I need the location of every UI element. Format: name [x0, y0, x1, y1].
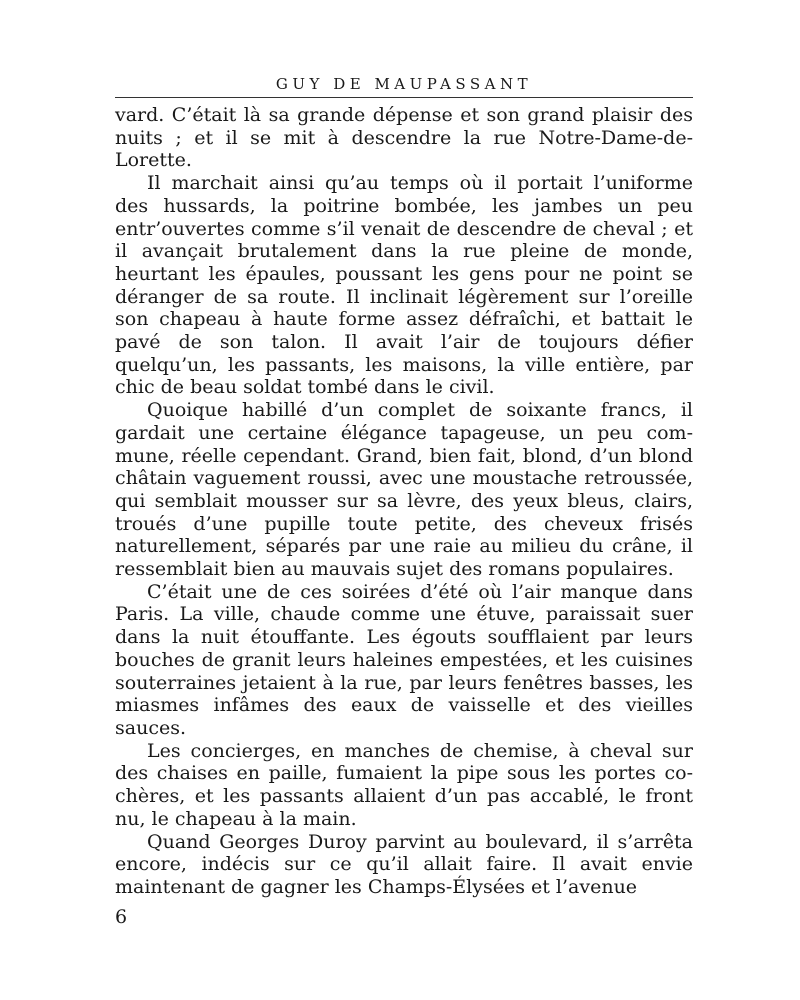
paragraph: Les concierges, en manches de chemise, à cheval sur des chaises en paille, fumaient la pipe sous les portes cochères, et les passants allaient d’un pas accablé, le front nu, le chapeau à la main.: [115, 739, 693, 830]
paragraph: Quoique habillé d’un complet de soixante francs, il gardait une certaine élégance tapageuse, un peu commune, réelle cependant. Grand, bien fait, blond, d’un blond châtain vaguement roussi, avec une moustache retroussée, qui semblait mousser sur sa lèvre, des yeux bleus, clairs, troués d’une pupille toute petite, des cheveux frisés naturellement, séparés par une raie au milieu du crâne, il ressemblait bien au mauvais sujet des romans populaires.: [115, 399, 693, 581]
paragraph: C’était une de ces soirées d’été où l’air manque dans Paris. La ville, chaude comme une étuve, paraissait suer dans la nuit étouffante. Les égouts soufflaient par leurs bouches de granit leurs haleines empestées, et les cuisines souterraines jetaient à la rue, par leurs fenêtres basses, les miasmes infâmes des eaux de vaisselle et des vieilles sauces.: [115, 580, 693, 739]
paragraph-continued: vard. C’était là sa grande dépense et son grand plaisir des nuits ; et il se mit à descendre la rue Notre-Dame-de-Lorette.: [115, 104, 693, 172]
paragraph: Quand Georges Duroy parvint au boulevard, il s’arrêta encore, indécis sur ce qu’il allait faire. Il avait envie maintenant de gagner les Champs-Élysées et l’avenue: [115, 830, 693, 898]
page-number: 6: [115, 906, 128, 928]
body-text: [115, 104, 693, 899]
header-rule: [115, 97, 693, 98]
running-header: GUY DE MAUPASSANT: [275, 75, 533, 93]
paragraph: Il marchait ainsi qu’au temps où il portait l’uniforme des hussards, la poitrine bombée, les jambes un peu entr’ouvertes comme s’il venait de descendre de cheval ; et il avançait brutalement dans la rue pleine de monde, heurtant les épaules, poussant les gens pour ne point se déranger de sa route. Il inclinait légèrement sur l’oreille son chapeau à haute forme assez défraîchi, et battait le pavé de son talon. Il avait l’air de toujours défier quelqu’un, les passants, les maisons, la ville entière, par chic de beau soldat tombé dans le civil.: [115, 172, 693, 399]
